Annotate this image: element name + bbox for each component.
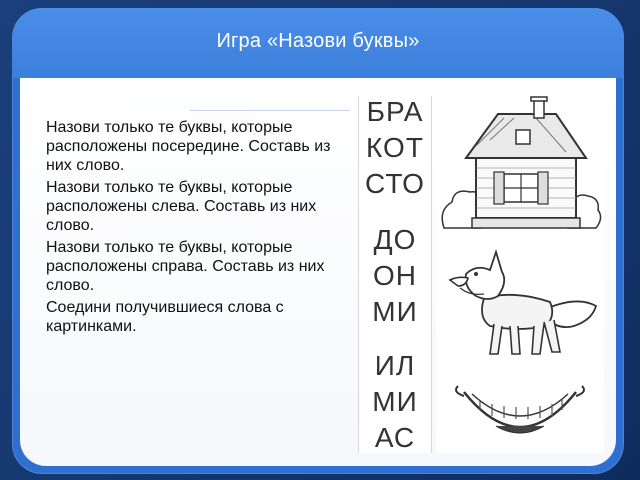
instructions-list xyxy=(46,118,331,339)
letter-row: СТО xyxy=(365,168,425,199)
fox-picture xyxy=(436,238,604,368)
instruction-item: Назови только те буквы, которые расположены посередине. Составь из них слово. xyxy=(46,119,331,174)
instruction-item: Назови только те буквы, которые расположены слева. Составь из них слово. xyxy=(46,179,317,234)
house-picture xyxy=(436,96,604,236)
letter-row: АС xyxy=(374,422,416,453)
slide-title: Игра «Назови буквы» xyxy=(216,30,420,52)
letter-row: ДО xyxy=(373,224,417,255)
divider-line xyxy=(190,110,350,111)
instruction-item: Назови только те буквы, которые расположены справа. Составь из них слово. xyxy=(46,239,325,294)
letter-row: КОТ xyxy=(366,132,424,163)
smile-picture xyxy=(436,372,604,456)
letter-row: ИЛ xyxy=(374,350,416,381)
letter-row: МИ xyxy=(372,296,418,327)
pictures-column xyxy=(436,96,604,453)
letter-row: ОН xyxy=(373,260,417,291)
letter-row: МИ xyxy=(372,386,418,417)
slide-frame xyxy=(12,8,624,474)
instruction-item: Соедини получившиеся слова с картинками. xyxy=(46,299,284,335)
letters-strip xyxy=(358,96,432,453)
slide-content xyxy=(20,78,616,466)
letter-row: БРА xyxy=(366,96,424,127)
